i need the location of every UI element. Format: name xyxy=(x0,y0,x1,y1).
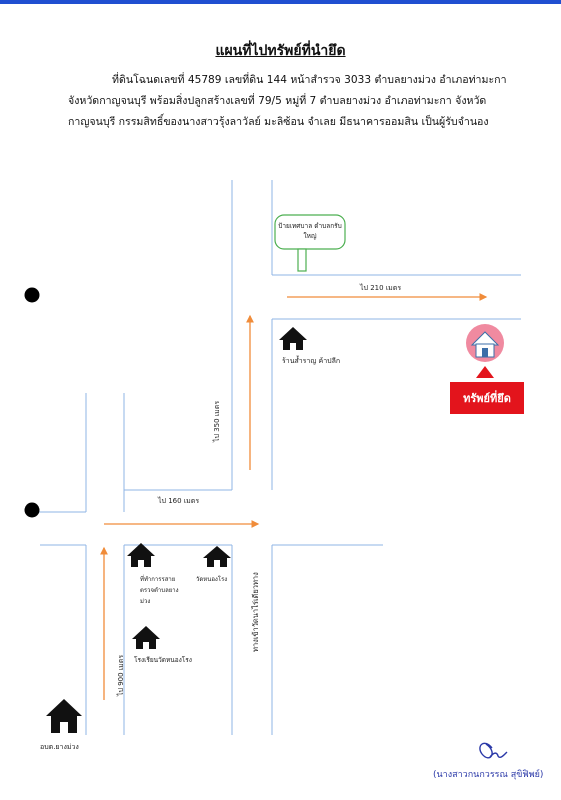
school-label: โรงเรียนวัดหนองโรง xyxy=(134,656,192,664)
subdistrict-office-label: อบต.ยางม่วง xyxy=(40,743,79,751)
page-title: แผนที่ไปทรัพย์ที่นำยึด xyxy=(215,43,346,59)
road-name-label: ทางเข้าวัดนาไร่เดียวทาง xyxy=(251,572,260,652)
property-house-icon xyxy=(466,324,504,362)
house-icon xyxy=(127,543,155,567)
black-dot-marker xyxy=(25,288,40,303)
signature-name: (นางสาวกนกวรรณ สุขิฟิพย์) xyxy=(433,770,544,780)
house-icon xyxy=(132,626,160,649)
signature-scribble xyxy=(480,743,507,757)
description-text: ที่ดินโฉนดเลขที่ 45789 เลขที่ดิน 144 หน้าสำรวจ 3033 ตำบลยางม่วง อำเภอท่ามะกา จังหวัดกาญจนบุรี พร้อมสิ่งปลูกสร้างเลขที่ 79/5 หมู่ที่ 7 ตำบลยางม่วง อำเภอท่ามะกา จังหวัด กาญจนบุรี กรรมสิทธิ์ของนางสาวรุ้งลาวัลย์ มะลิซ้อน จำเลย มีธนาคารออมสิน เป็นผู้รับจำนอง xyxy=(68,74,507,128)
temple-label: วัดหนองโรง xyxy=(196,576,228,583)
road-lines xyxy=(32,180,521,735)
distance-350-label: ไป 350 เมตร xyxy=(213,400,221,442)
distance-900-label: ไป 900 เมตร xyxy=(117,654,125,696)
property-pointer xyxy=(476,366,494,378)
sign-post xyxy=(298,249,306,271)
property-badge: ทรัพย์ที่ยึด xyxy=(450,382,524,414)
house-icon xyxy=(279,327,307,350)
distance-160-label: ไป 160 เมตร xyxy=(158,497,200,505)
post-office-label: ที่ทำการรสาย ตรวจตำบลยาง ม่วง xyxy=(140,576,179,605)
house-icon xyxy=(46,699,82,733)
distance-210-label: ไป 210 เมตร xyxy=(360,284,402,292)
sign-label: ป้ายเทศบาล ตำบลกรับใหญ่ xyxy=(278,222,342,240)
black-dot-marker xyxy=(25,503,40,518)
house-icon xyxy=(203,546,231,567)
shop-label: ร้านส้ำราญ ค้าปลีก xyxy=(282,357,341,365)
